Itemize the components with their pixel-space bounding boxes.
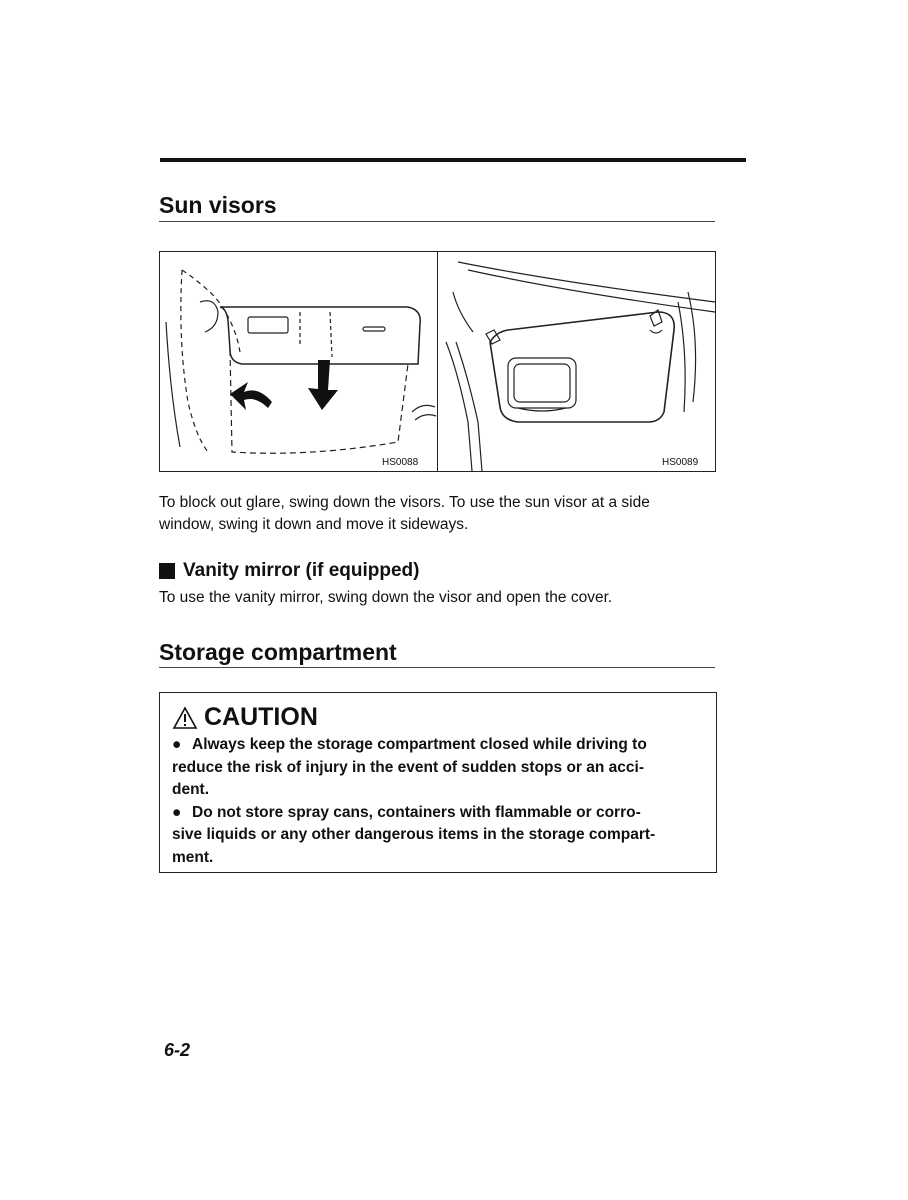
caution-item-line: ment. <box>172 848 214 866</box>
caution-item-line: sive liquids or any other dangerous items in the storage compart- <box>172 826 656 843</box>
section-title-sun-visors: Sun visors <box>159 192 277 218</box>
caution-body <box>172 734 710 869</box>
figure-code-right: HS0089 <box>662 457 699 468</box>
vanity-mirror-illustration <box>438 252 715 471</box>
text-line: window, swing it down and move it sideways. <box>159 516 469 533</box>
bullet-icon: ● <box>172 736 182 753</box>
bullet-icon: ● <box>172 803 182 821</box>
caution-box <box>159 692 717 873</box>
subsection-title-text: Vanity mirror (if equipped) <box>183 560 420 581</box>
vanity-mirror-instructions: To use the vanity mirror, swing down the visor and open the cover. <box>159 589 613 606</box>
top-rule <box>160 158 746 162</box>
warning-triangle-icon <box>172 706 198 730</box>
figure-code-left: HS0088 <box>382 457 419 468</box>
section-rule <box>159 667 715 668</box>
sun-visor-instructions <box>159 492 650 536</box>
sun-visor-figure <box>159 251 716 472</box>
caution-title: CAUTION <box>204 703 318 731</box>
section-rule <box>159 221 715 222</box>
page-number: 6-2 <box>164 1040 191 1060</box>
caution-item-line: reduce the risk of injury in the event of sudden stops or an acci- <box>172 758 644 776</box>
caution-item-line: ● Do not store spray cans, containers with flammable or corro- <box>172 802 710 825</box>
caution-header <box>172 703 318 732</box>
sun-visor-swing-illustration <box>160 252 437 471</box>
caution-item-line: ● Always keep the storage compartment closed while driving to <box>172 734 710 757</box>
section-title-storage-compartment: Storage compartment <box>159 639 397 665</box>
text-line: To block out glare, swing down the visors. To use the sun visor at a side <box>159 494 650 511</box>
caution-item-line: dent. <box>172 781 210 798</box>
black-square-icon <box>159 563 175 579</box>
subsection-title-vanity-mirror <box>159 560 419 582</box>
